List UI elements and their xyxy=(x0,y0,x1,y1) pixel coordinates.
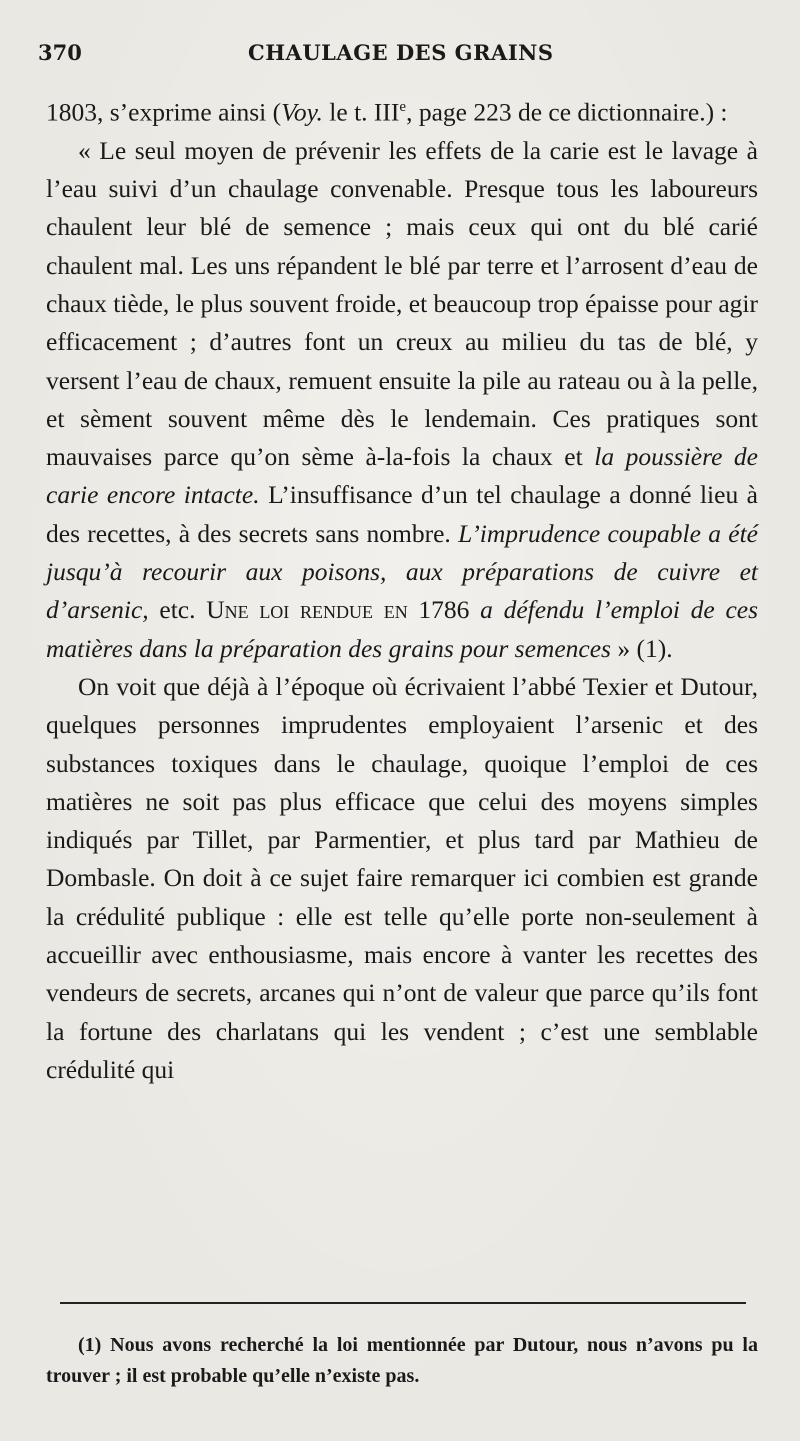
text-run-italic: la poussière de carie encore intacte. xyxy=(46,442,759,510)
paragraph-quotation xyxy=(46,132,758,668)
running-title: CHAULAGE DES GRAINS xyxy=(248,40,554,65)
text-run: 1786 xyxy=(407,595,481,625)
text-run: » (1). xyxy=(610,633,673,663)
body-text xyxy=(46,88,758,1089)
text-run: 1803, s’exprime ainsi ( xyxy=(46,97,282,127)
text-run-italic: a défendu l’emploi de ces matières dans la préparation des grains pour semences xyxy=(46,595,758,663)
text-run-italic: L’imprudence coupable a été jusqu’à recourir aux poisons, aux préparations de cuivre et d’arsenic, xyxy=(46,518,758,625)
text-run: « Le seul moyen de prévenir les effets de la carie est le lavage à l’eau suivi d’un chaulage convenable. Presque tous les laboureurs chaulent leur blé de semence ; mais ceux qui ont du blé carié chaulent mal. Les uns répandent le blé par terre et l’arrosent d’eau de chaux tiède, le plus souvent froide, et beaucoup trop épaisse pour agir efficacement ; d’autres font un creux au milieu du tas de blé, y versent l’eau de chaux, remuent ensuite la pile au rateau ou à la pelle, et sèment souvent même dès le lendemain. Ces pratiques sont mauvaises parce qu’on sème à-la-fois la chaux et xyxy=(46,135,758,472)
footnote-rule xyxy=(60,1302,746,1304)
text-run-smallcaps: Une loi rendue en xyxy=(206,595,408,625)
paragraph-continuation xyxy=(46,88,758,132)
footnote xyxy=(46,1330,758,1392)
page-header xyxy=(38,40,762,70)
text-run: etc. xyxy=(148,595,207,625)
paragraph-commentary: On voit que déjà à l’époque où écrivaient l’abbé Texier et Dutour, quelques personnes imprudentes employaient l’arsenic et des substances toxiques dans le chaulage, quoique l’emploi de ces matières ne soit pas plus efficace que celui des moyens simples indiqués par Tillet, par Parmentier, et plus tard par Mathieu de Dombasle. On doit à ce sujet faire remarquer ici combien est grande la crédulité publique : elle est telle qu’elle porte non-seulement à accueillir avec enthousiasme, mais encore à vanter les recettes des vendeurs de secrets, arcanes qui n’ont de valeur que parce qu’ils font la fortune des charlatans qui les vendent ; c’est une semblable crédulité qui xyxy=(46,671,758,1084)
footnote-text: (1) Nous avons recherché la loi mentionnée par Dutour, nous n’avons pu la trouver ; il est probable qu’elle n’existe pas. xyxy=(46,1334,758,1387)
text-run: le t. III xyxy=(322,97,400,127)
text-run-italic: Voy. xyxy=(281,97,323,127)
superscript: e xyxy=(399,99,407,115)
page-number: 370 xyxy=(38,40,82,65)
text-run: , page 223 de ce dictionnaire.) : xyxy=(406,97,728,127)
text-run: L’insuffisance d’un tel chaulage a donné lieu à des recettes, à des secrets sans nombre. xyxy=(46,480,759,548)
